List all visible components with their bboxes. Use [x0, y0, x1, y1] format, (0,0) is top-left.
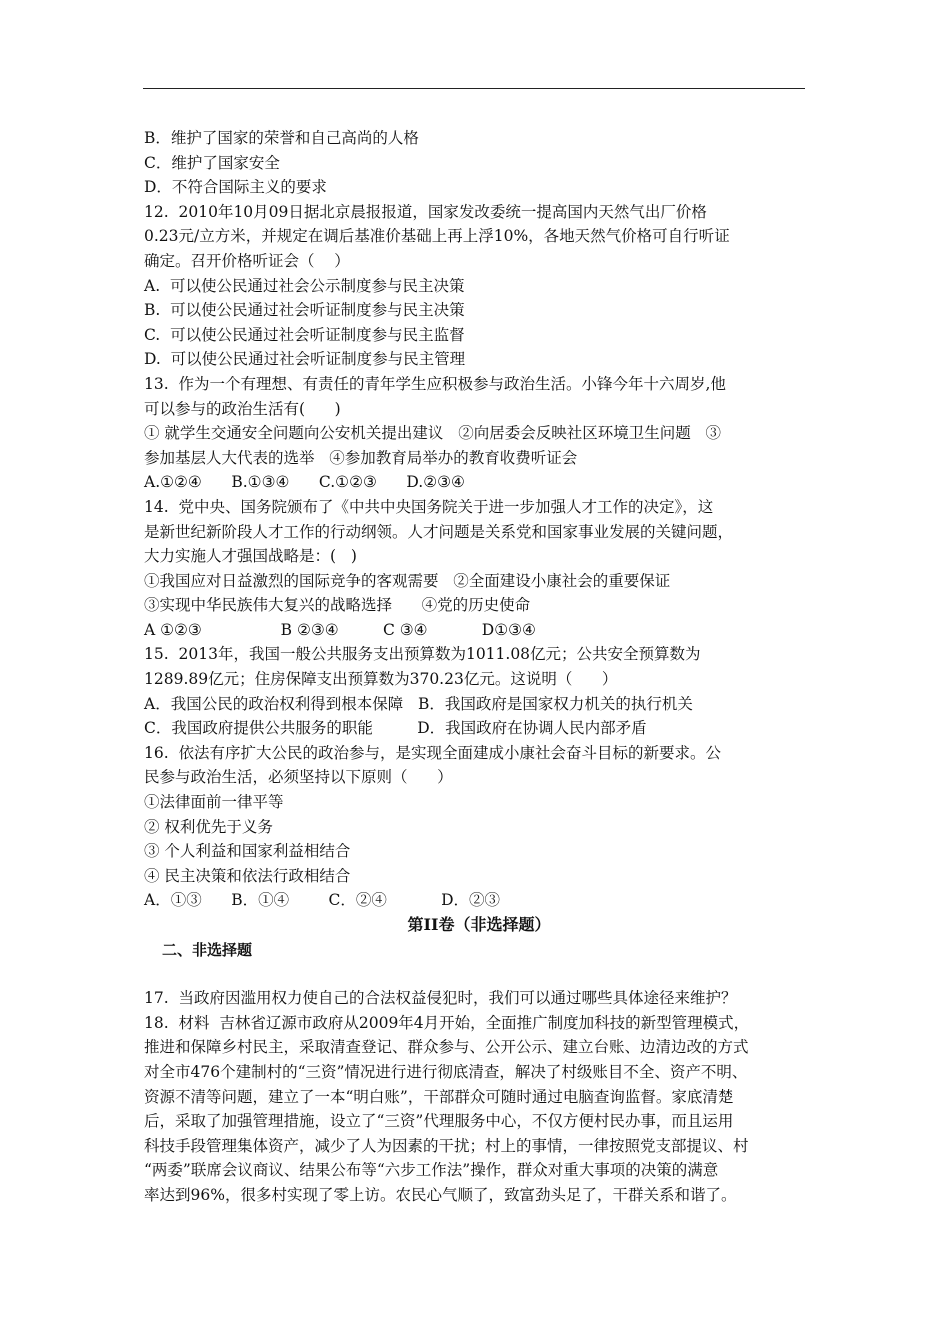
question-block-choice: [144, 126, 814, 913]
header-rule: [143, 88, 805, 89]
document-body: [144, 126, 814, 1208]
text-line: 0.23元/立方米，并规定在调后基准价基础上再上浮10%，各地天然气价格可自行听证: [144, 227, 730, 246]
text-line: 16. 依法有序扩大公民的政治参与，是实现全面建成小康社会奋斗目标的新要求。公: [144, 743, 722, 762]
text-line: B. 可以使公民通过社会听证制度参与民主决策: [144, 301, 465, 320]
text-line: 15. 2013年，我国一般公共服务支出预算数为1011.08亿元；公共安全预算数为: [144, 645, 701, 664]
text-line: 率达到96%，很多村实现了零上访。农民心气顺了，致富劲头足了，干群关系和谐了。: [144, 1185, 737, 1204]
text-line: C．维护了国家安全: [144, 153, 280, 172]
text-line: C．我国政府提供公共服务的职能 D．我国政府在协调人民内部矛盾: [144, 719, 647, 738]
text-line: 17. 当政府因滥用权力使自己的合法权益侵犯时，我们可以通过哪些具体途径来维护？: [144, 989, 737, 1008]
text-line: A．我国公民的政治权利得到根本保障 B．我国政府是国家权力机关的执行机关: [144, 694, 693, 713]
text-line: A. 可以使公民通过社会公示制度参与民主决策: [144, 276, 465, 295]
text-line: ③ 个人利益和国家利益相结合: [144, 842, 351, 861]
text-line: 大力实施人才强国战略是：( ): [144, 547, 357, 566]
text-line: 14. 党中央、国务院颁布了《中共中央国务院关于进一步加强人才工作的决定》，这: [144, 497, 714, 516]
text-line: 1289.89亿元；住房保障支出预算数为370.23亿元。这说明（ ）: [144, 670, 618, 689]
text-line: A.①②④ B.①③④ C.①②③ D.②③④: [144, 473, 465, 492]
text-line: ③实现中华民族伟大复兴的战略选择 ④党的历史使命: [144, 596, 531, 615]
text-line: “两委”联席会议商议、结果公布等“六步工作法”操作，群众对重大事项的决策的满意: [144, 1161, 719, 1180]
text-line: 科技手段管理集体资产，减少了人为因素的干扰；村上的事情，一律按照党支部提议、村: [144, 1136, 749, 1155]
text-line: 13. 作为一个有理想、有责任的青年学生应积极参与政治生活。小锋今年十六周岁,他: [144, 374, 726, 393]
text-line: 对全市476个建制村的“三资”情况进行进行彻底清查，解决了村级账目不全、资产不明、: [144, 1062, 748, 1081]
text-line: 推进和保障乡村民主，采取清查登记、群众参与、公开公示、建立台账、边清边改的方式: [144, 1038, 749, 1057]
text-line: ①法律面前一律平等: [144, 793, 284, 812]
text-line: 18. 材料 吉林省辽源市政府从2009年4月开始，全面推广制度加科技的新型管理模式，: [144, 1013, 750, 1032]
text-line: 民参与政治生活，必须坚持以下原则（ ）: [144, 768, 453, 787]
text-line: 后，采取了加强管理措施，设立了“三资”代理服务中心，不仅方便村民办事，而且运用: [144, 1112, 734, 1131]
section-title: 第II卷（非选择题）: [407, 915, 551, 934]
text-line: C. 可以使公民通过社会听证制度参与民主监督: [144, 325, 465, 344]
text-line: 是新世纪新阶段人才工作的行动纲领。人才问题是关系党和国家事业发展的关键问题，: [144, 522, 734, 541]
text-line: ④ 民主决策和依法行政相结合: [144, 866, 351, 885]
text-line: 资源不清等问题，建立了一本“明白账”，干部群众可随时通过电脑查询监督。家底清楚: [144, 1087, 734, 1106]
text-line: 12. 2010年10月09日据北京晨报报道，国家发改委统一提高国内天然气出厂价格: [144, 202, 707, 221]
text-line: ①我国应对日益激烈的国际竞争的客观需要 ②全面建设小康社会的重要保证: [144, 571, 671, 590]
text-line: 参加基层人大代表的选举 ④参加教育局举办的教育收费听证会: [144, 448, 578, 467]
text-line: 确定。召开价格听证会（ ）: [144, 251, 350, 270]
text-line: B．维护了国家的荣誉和自己高尚的人格: [144, 129, 419, 147]
text-line: 可以参与的政治生活有( ): [144, 399, 341, 418]
text-line: D. 可以使公民通过社会听证制度参与民主管理: [144, 350, 466, 369]
text-line: ① 就学生交通安全问题向公安机关提出建议 ②向居委会反映社区环境卫生问题 ③: [144, 424, 721, 443]
question-block-open: [144, 986, 814, 1207]
text-line: A ①②③ B ②③④ C ③④ D①③④: [144, 620, 536, 639]
section-subheading: 二、非选择题: [162, 940, 253, 959]
text-line: ② 权利优先于义务: [144, 817, 273, 836]
text-line: A．①③ B．①④ C．②④ D．②③: [144, 891, 501, 910]
text-line: D．不符合国际主义的要求: [144, 178, 327, 197]
